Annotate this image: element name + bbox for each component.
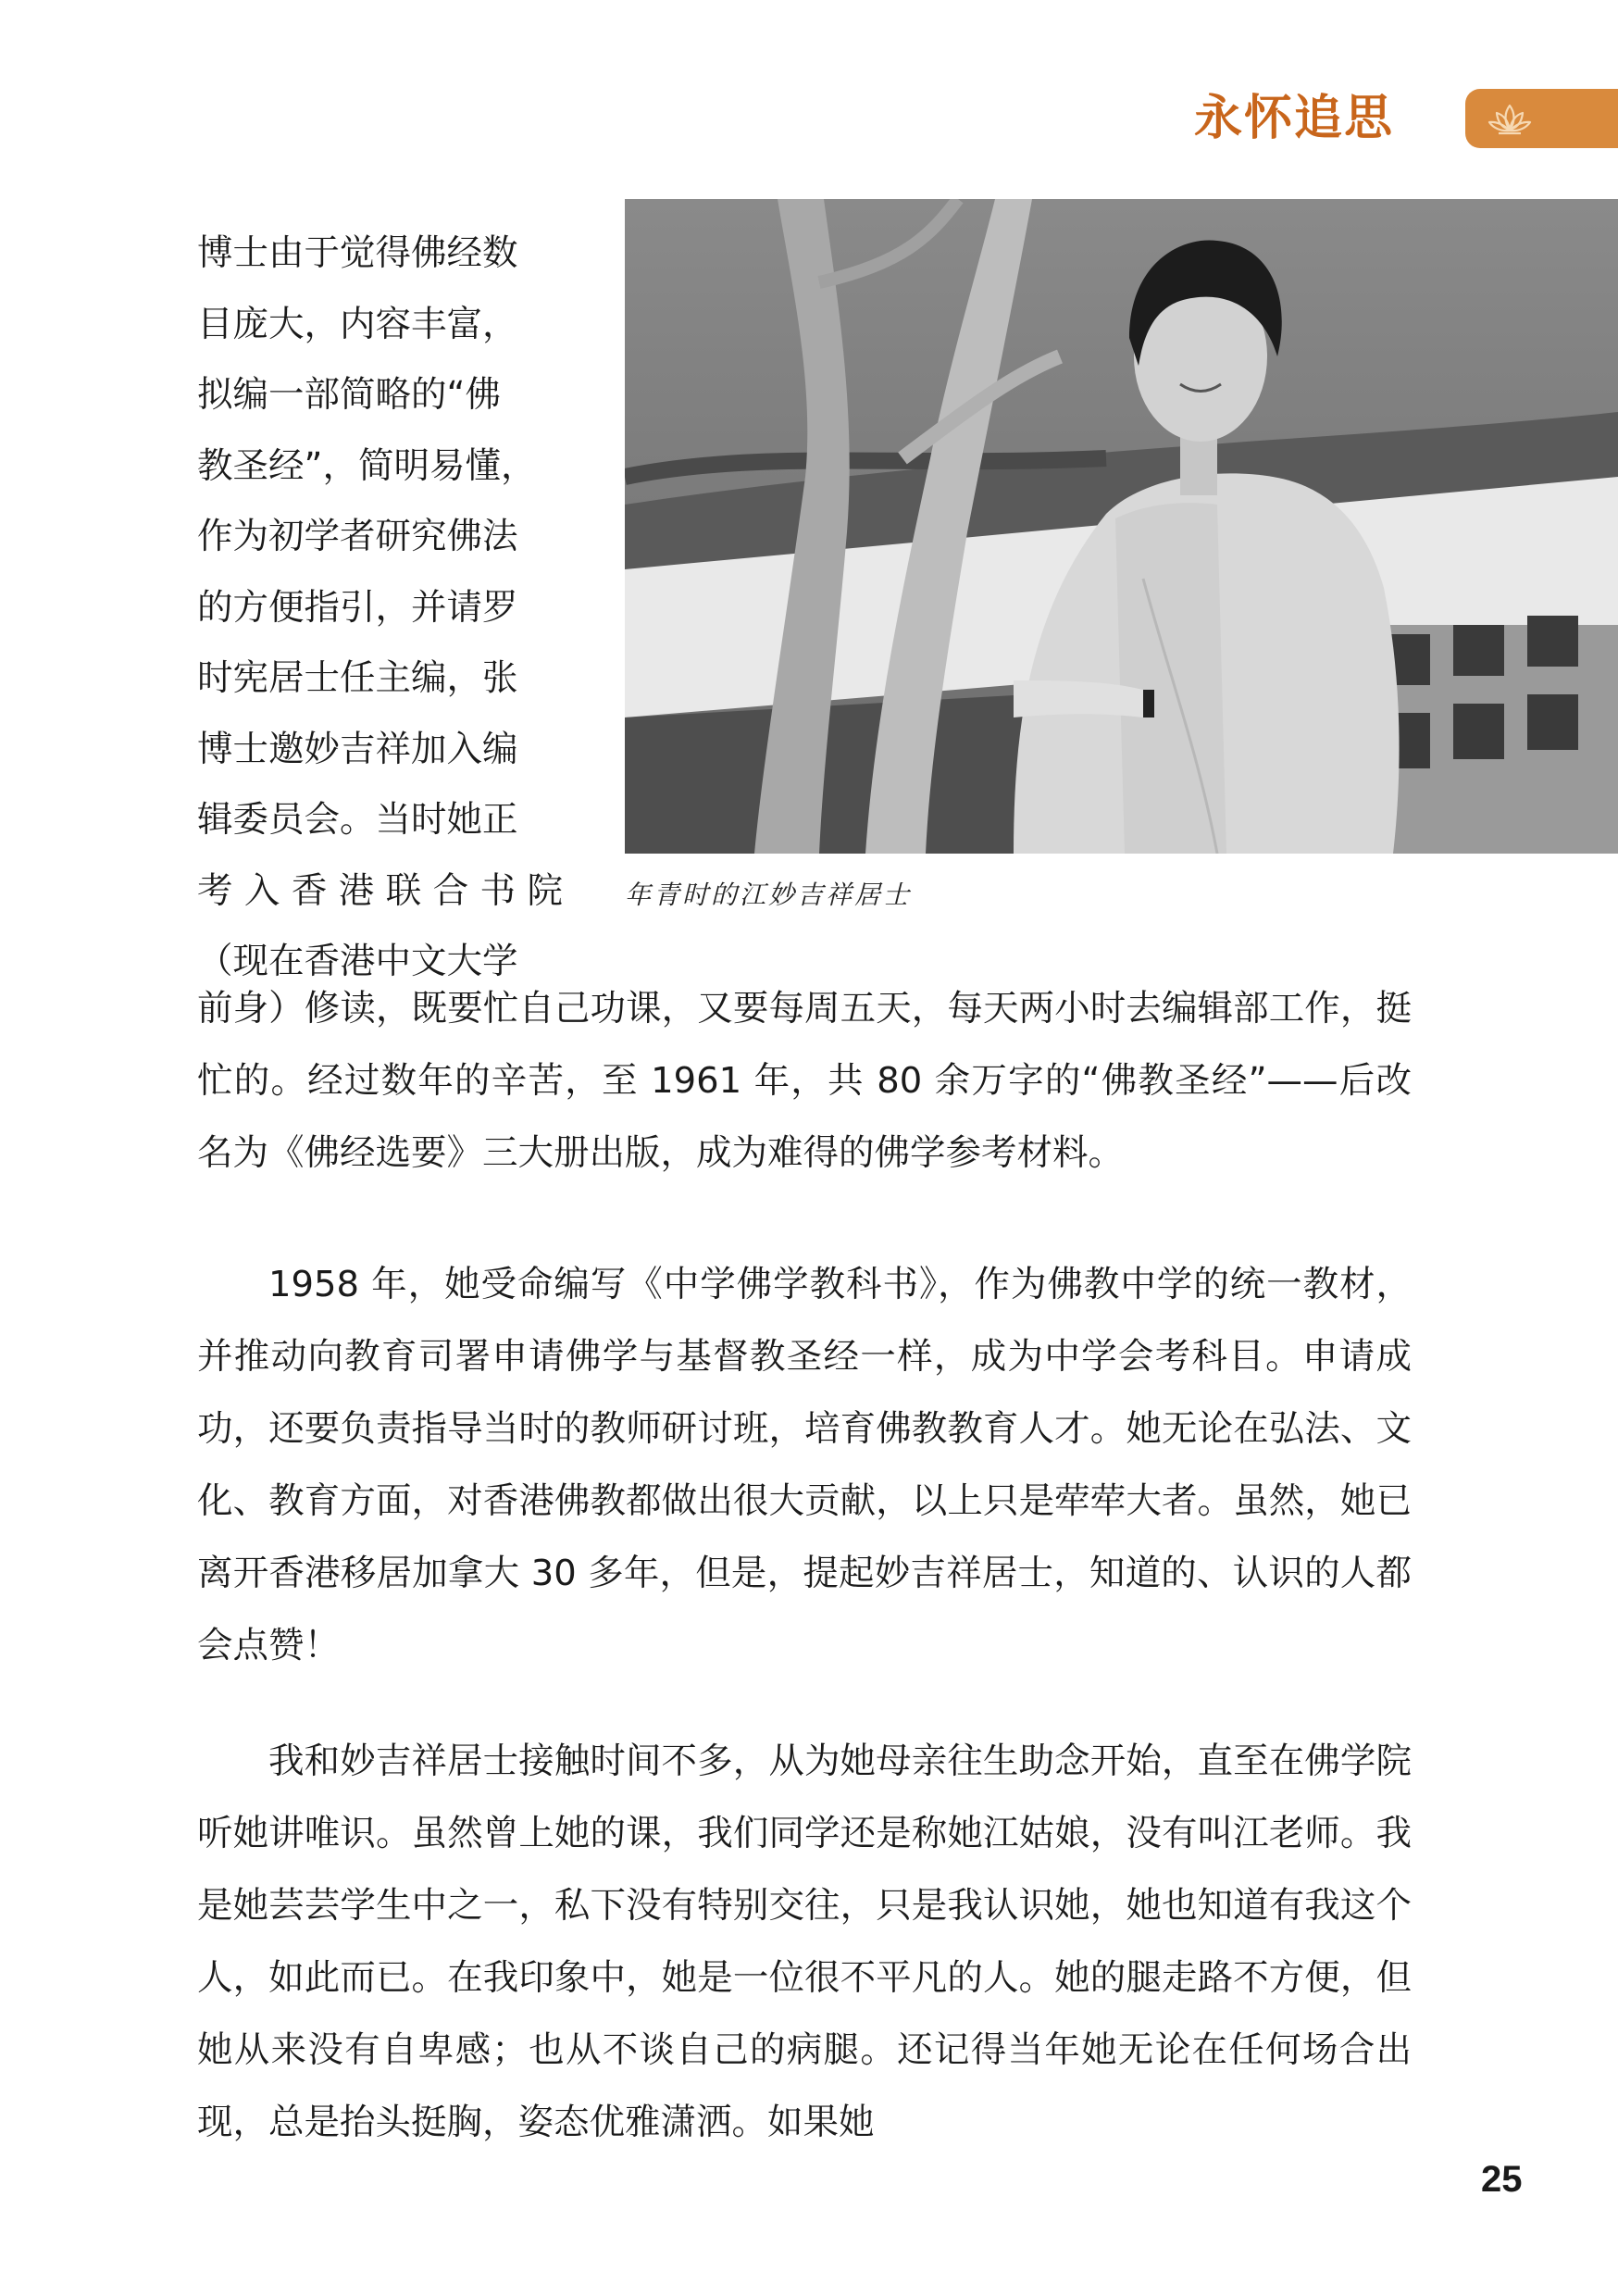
wrapped-text-column	[197, 218, 563, 998]
text-line: 时宪居士任主编，张	[197, 657, 518, 699]
text-char: 院	[527, 869, 563, 912]
text-char: 书	[479, 869, 517, 912]
text-char: 联	[385, 869, 422, 912]
text-line: 辑委员会。当时她正	[197, 799, 518, 841]
text-line: （现在香港中文大学	[197, 941, 518, 982]
text-line	[197, 856, 563, 928]
text-line: 教圣经”，简明易懂，	[197, 444, 537, 487]
page-number: 25	[1481, 2159, 1523, 2200]
text-line: 博士邀妙吉祥加入编	[197, 728, 518, 770]
portrait-illustration	[625, 199, 1618, 854]
paragraph-2: 1958 年，她受命编写《中学佛学教科书》，作为佛教中学的统一教材，并推动向教育司署申请佛学与基督教圣经一样，成为中学会考科目。申请成功，还要负责指导当时的教师研讨班，培育佛教教育人才。她无论在弘法、文化、教育方面，对香港佛教都做出很大贡献，以上只是荦荦大者。虽然，她已离开香港移居加拿大 30 多年，但是，提起妙吉祥居士，知道的、认识的人都会点赞！	[197, 1264, 1412, 1666]
paragraph-1: 前身）修读，既要忙自己功课，又要每周五天，每天两小时去编辑部工作，挺忙的。经过数年的辛苦，至 1961 年，共 80 余万字的“佛教圣经”——后改名为《佛经选要》三大册出版，成为难得的佛学参考材料。	[197, 988, 1412, 1174]
section-title: 永怀追思	[1194, 91, 1395, 146]
text-char: 香	[291, 869, 328, 912]
section-tab	[1465, 89, 1618, 148]
text-line: 的方便指引，并请罗	[197, 586, 518, 629]
photo-caption: 年青时的江妙吉祥居士	[625, 880, 913, 910]
text-char: 入	[243, 869, 280, 912]
portrait-photo	[625, 199, 1618, 854]
text-line: 目庞大，内容丰富，	[197, 303, 518, 345]
text-line: 拟编一部简略的“佛	[197, 374, 501, 416]
text-line: 博士由于觉得佛经数	[197, 232, 518, 274]
lotus-icon	[1486, 100, 1534, 137]
text-char: 考	[197, 869, 233, 912]
text-char: 合	[432, 869, 469, 912]
paragraph-3: 我和妙吉祥居士接触时间不多，从为她母亲往生助念开始，直至在佛学院听她讲唯识。虽然曾上她的课，我们同学还是称她江姑娘，没有叫江老师。我是她芸芸学生中之一，私下没有特别交往，只是我认识她，她也知道有我这个人，如此而已。在我印象中，她是一位很不平凡的人。她的腿走路不方便，但她从来没有自卑感；也从不谈自己的病腿。还记得当年她无论在任何场合出现，总是抬头挺胸，姿态优雅潇洒。如果她	[197, 1741, 1412, 2143]
text-char: 港	[338, 869, 375, 912]
text-line: 作为初学者研究佛法	[197, 516, 518, 557]
